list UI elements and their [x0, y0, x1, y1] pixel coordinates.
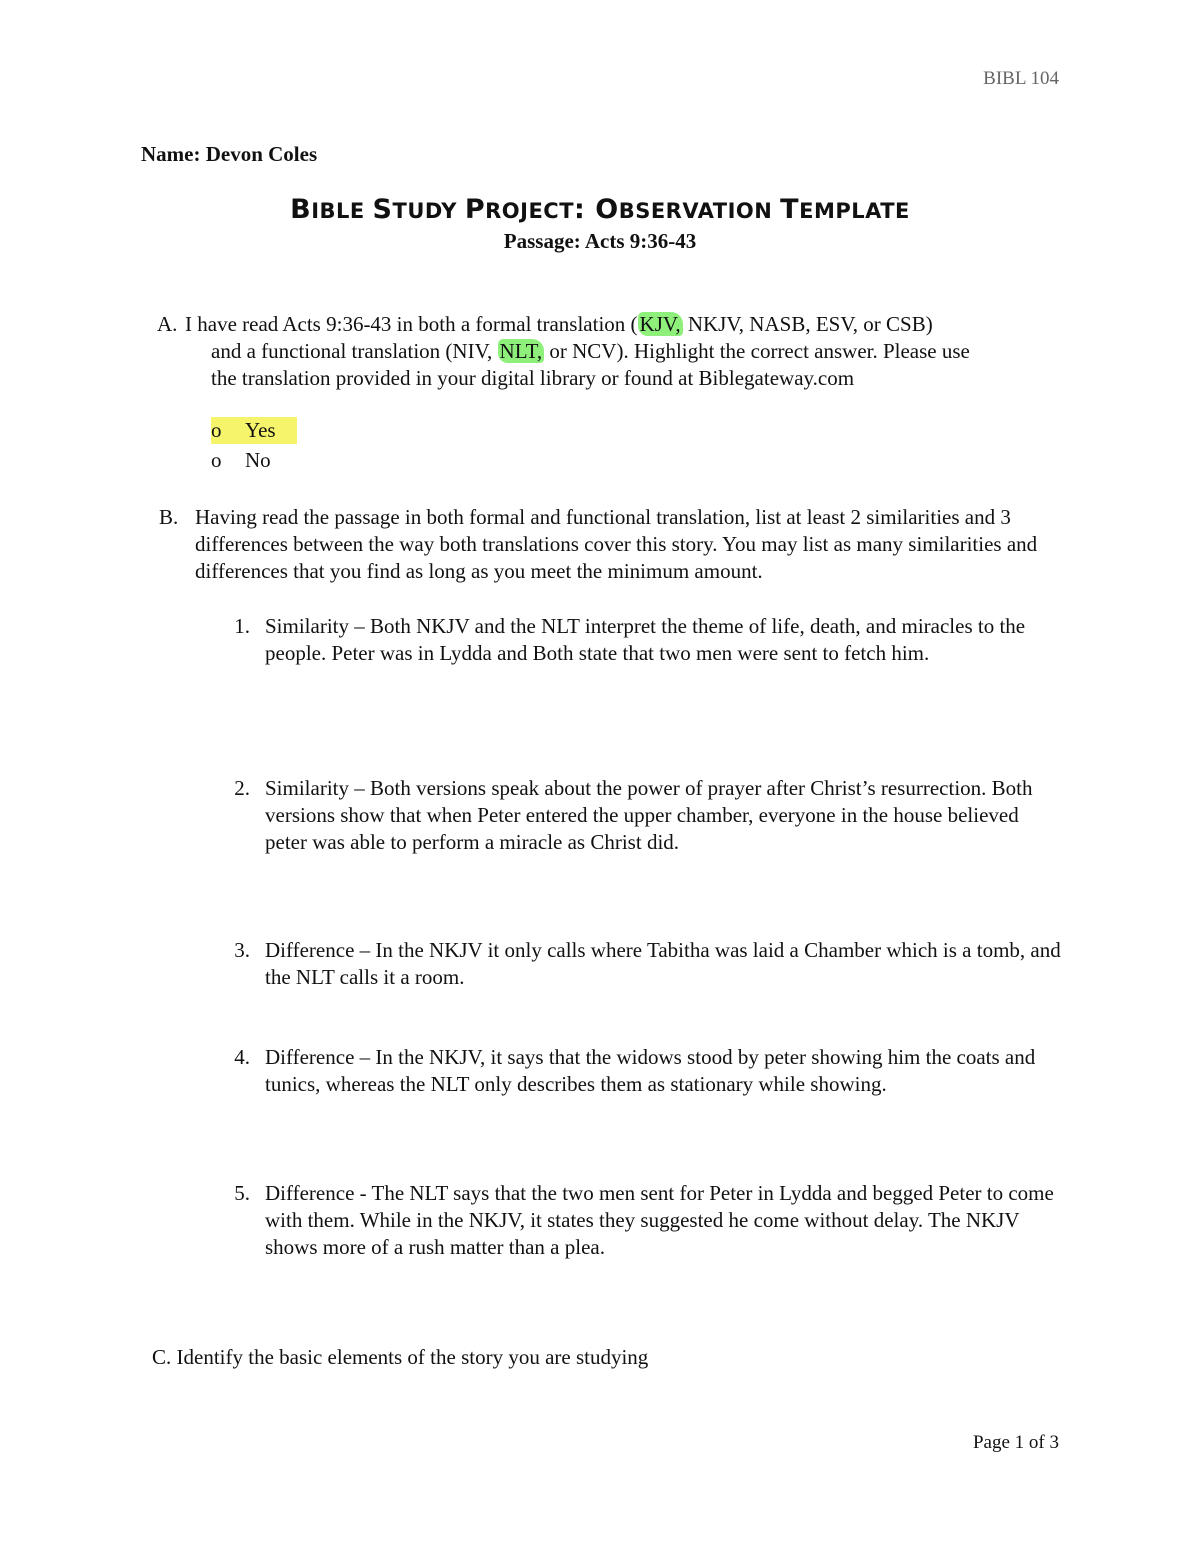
student-name: Name: Devon Coles	[141, 142, 318, 166]
list-item-number: 5.	[234, 1181, 250, 1205]
title-smallcaps: TUDY	[392, 199, 465, 223]
title-cap: P	[464, 194, 486, 225]
section-a-marker: A.	[157, 312, 178, 336]
highlight-nlt: NLT,	[499, 339, 543, 363]
section-a-line-3: the translation provided in your digital library or found at Biblegateway.com	[211, 366, 855, 390]
list-item-number: 4.	[234, 1045, 250, 1069]
option-label: Yes	[245, 418, 276, 442]
list-item: Similarity – Both NKJV and the NLT interpret the theme of life, death, and miracles to the people. Peter was in Lydda and Both state that two men were sent to fetch him.	[265, 614, 1026, 665]
section-c-marker: C.	[152, 1345, 172, 1369]
list-item-number: 2.	[234, 776, 250, 800]
section-a-text: NKJV, NASB, ESV, or CSB)	[682, 312, 933, 336]
title-cap: O	[595, 194, 619, 225]
title-cap: B	[290, 194, 312, 225]
section-b-instructions: Having read the passage in both formal and functional translation, list at least 2 similarities and 3 differences between the way both translations cover this story. You may list as many similarities and differences that you find as long as you meet the minimum amount.	[195, 505, 1038, 583]
section-a-text: and a functional translation (NIV,	[211, 339, 498, 363]
title-smallcaps: BSERVATION	[618, 199, 781, 223]
list-item-number: 3.	[234, 938, 250, 962]
list-item: Similarity – Both versions speak about the power of prayer after Christ’s resurrection. Both versions show that when Peter entered the upper chamber, everyone in the house believed peter was able to perform a miracle as Christ did.	[265, 776, 1033, 854]
course-code: BIBL 104	[983, 68, 1059, 89]
section-b-marker: B.	[159, 505, 179, 529]
list-item: Difference – In the NKJV it only calls where Tabitha was laid a Chamber which is a tomb, and the NLT calls it a room.	[265, 938, 1061, 989]
title-cap: T	[780, 194, 800, 225]
option-label: No	[245, 448, 271, 472]
section-c	[152, 1344, 648, 1371]
bullet-icon: o	[211, 448, 222, 472]
title-cap: S	[372, 194, 393, 225]
title-text	[290, 194, 910, 225]
page-number: Page 1 of 3	[972, 1432, 1059, 1453]
highlight-kjv: KJV,	[639, 312, 681, 336]
option-yes[interactable]	[211, 417, 297, 444]
section-a-text: I have read Acts 9:36-43 in both a formal translation (	[185, 312, 638, 336]
bullet-icon: o	[211, 418, 222, 442]
document-title	[0, 194, 1200, 225]
title-cap: :	[574, 194, 596, 225]
section-c-text: Identify the basic elements of the story you are studying	[176, 1345, 649, 1369]
option-no[interactable]	[211, 447, 271, 474]
title-smallcaps: IBLE	[311, 199, 373, 223]
passage-reference: Passage: Acts 9:36-43	[503, 229, 697, 253]
section-a-line-1	[185, 311, 933, 338]
list-item: Difference – In the NKJV, it says that the widows stood by peter showing him the coats and tunics, whereas the NLT only describes them as stationary while showing.	[265, 1045, 1036, 1096]
section-a-text: or NCV). Highlight the correct answer. Please use	[544, 339, 970, 363]
list-item-number: 1.	[234, 614, 250, 638]
section-a-line-2	[211, 338, 970, 365]
list-item: Difference - The NLT says that the two men sent for Peter in Lydda and begged Peter to come with them. While in the NKJV, it states they suggested he come without delay. The NKJV shows more of a rush matter than a plea.	[265, 1181, 1054, 1259]
title-smallcaps: ROJECT	[485, 199, 575, 223]
title-smallcaps: EMPLATE	[799, 199, 910, 223]
